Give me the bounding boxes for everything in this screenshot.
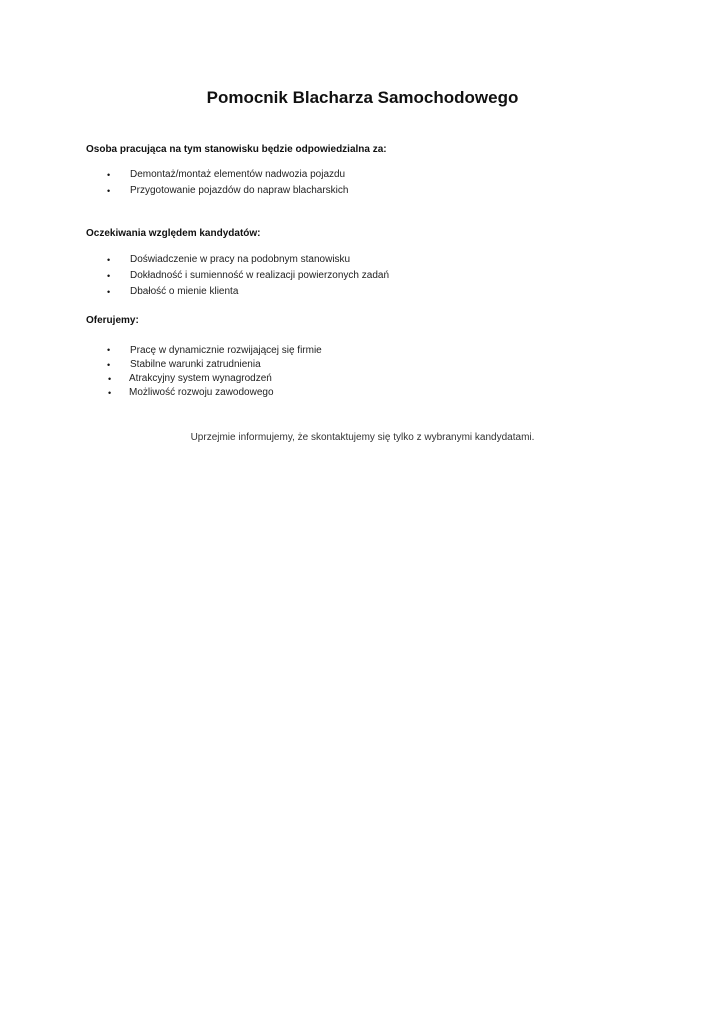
bullet-icon: •	[108, 388, 112, 398]
bullet-icon: •	[107, 186, 111, 196]
bullet-icon: •	[107, 255, 111, 265]
list-item-text: Demontaż/montaż elementów nadwozia pojazdu	[130, 169, 346, 180]
list-item-text: Atrakcyjny system wynagrodzeń	[129, 373, 272, 384]
list-item-text: Dbałość o mienie klienta	[130, 286, 239, 297]
section-heading-responsibilities: Osoba pracująca na tym stanowisku będzie odpowiedzialna za:	[86, 144, 387, 155]
list-item-text: Przygotowanie pojazdów do napraw blacharskich	[130, 185, 349, 196]
list-item-text: Możliwość rozwoju zawodowego	[129, 387, 274, 398]
bullet-icon: •	[107, 360, 111, 370]
list-item-text: Stabilne warunki zatrudnienia	[130, 359, 261, 370]
list-item-text: Pracę w dynamicznie rozwijającej się firmie	[130, 345, 322, 356]
bullet-icon: •	[108, 374, 112, 384]
list-item-text: Dokładność i sumienność w realizacji powierzonych zadań	[130, 270, 390, 281]
bullet-icon: •	[107, 170, 111, 180]
bullet-icon: •	[107, 287, 111, 297]
document-title: Pomocnik Blacharza Samochodowego	[206, 88, 519, 107]
list-item-text: Doświadczenie w pracy na podobnym stanowisku	[130, 254, 351, 265]
section-heading-expectations: Oczekiwania względem kandydatów:	[86, 228, 261, 239]
bullet-icon: •	[107, 271, 111, 281]
section-heading-offer: Oferujemy:	[86, 315, 139, 326]
contact-disclaimer: Uprzejmie informujemy, że skontaktujemy się tylko z wybranymi kandydatami.	[190, 432, 535, 443]
bullet-icon: •	[107, 345, 111, 355]
